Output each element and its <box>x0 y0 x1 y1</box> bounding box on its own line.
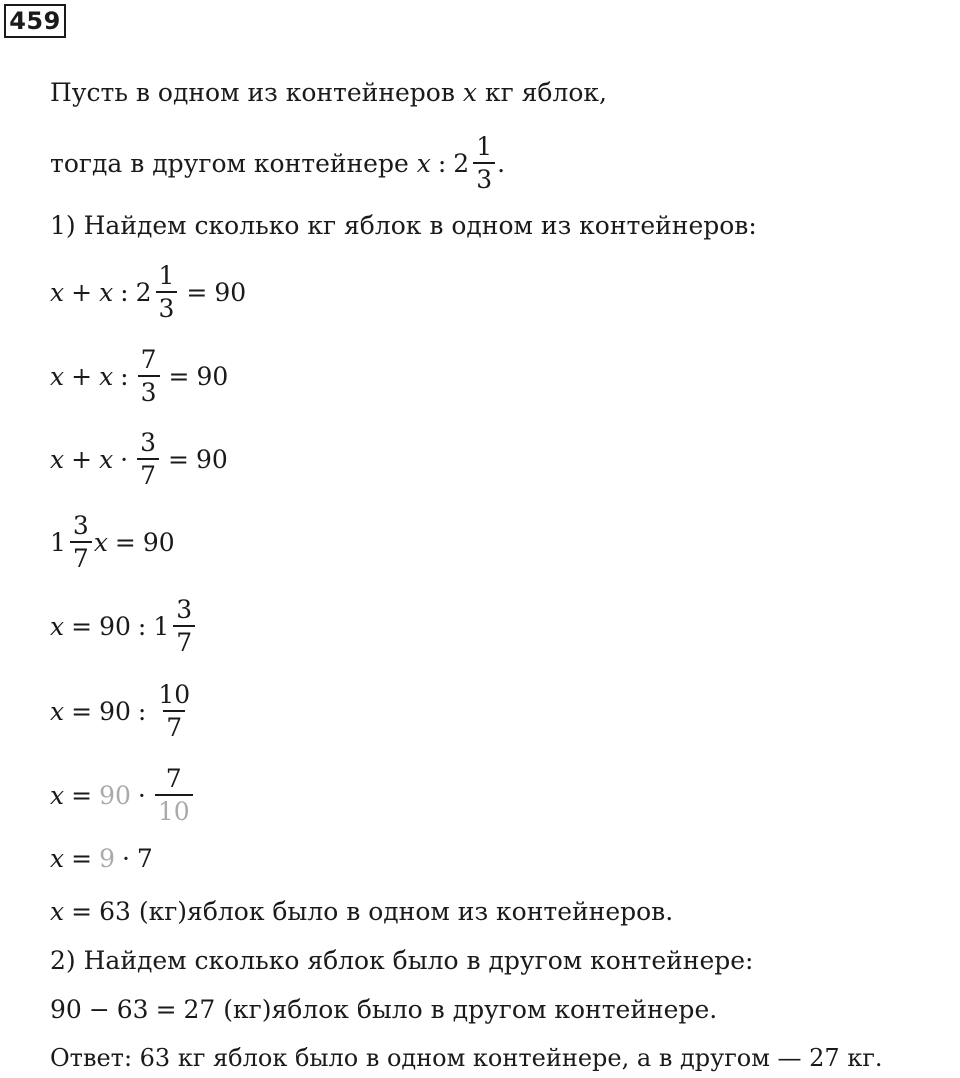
intro-text-c: тогда в другом контейнере <box>50 148 409 178</box>
equation-1: x + x : 2 $\frac{1}{3}$ = 90 <box>50 261 247 323</box>
equation-8: x = 9 · 7 <box>50 843 153 873</box>
fraction: $\frac{3}{7}$ <box>137 430 159 488</box>
intro-line-1 <box>50 72 607 112</box>
fraction: $\frac{1}{3}$ <box>473 134 495 192</box>
period: . <box>497 148 506 178</box>
equation-4: 1 $\frac{3}{7}$ x = 90 <box>50 511 175 573</box>
equation-3: x + x · $\frac{3}{7}$ = 90 <box>50 428 228 490</box>
colon-op: : <box>437 148 447 178</box>
intro-text-b: кг яблок, <box>484 77 607 107</box>
fraction: $\frac{10}{7}$ <box>158 680 191 742</box>
fraction: $\frac{7}{10}$ <box>155 766 193 824</box>
mixed-whole: 2 <box>453 148 470 178</box>
fraction: $\frac{1}{3}$ <box>156 263 178 321</box>
result-line: x = 63 (кг)яблок было в одном из контейнеров. <box>50 896 674 926</box>
fraction: $\frac{7}{3}$ <box>138 347 160 405</box>
variable-x: x <box>462 77 477 107</box>
fraction: $\frac{3}{7}$ <box>173 597 195 655</box>
cancelled-10: 10 <box>155 794 193 824</box>
variable-x: x <box>416 148 431 178</box>
step2-equation: 90 − 63 = 27 (кг)яблок было в другом контейнере. <box>50 994 718 1024</box>
cancelled-9: 9 <box>99 843 115 873</box>
equation-7: x = 90 · $\frac{7}{10}$ <box>50 766 195 824</box>
cancelled-90: 90 <box>99 780 131 810</box>
equation-5: x = 90 : 1 $\frac{3}{7}$ <box>50 598 197 654</box>
answer-line: Ответ: 63 кг яблок было в одном контейнере, а в другом — 27 кг. <box>50 1044 883 1072</box>
equation-2: x + x : $\frac{7}{3}$ = 90 <box>50 345 229 407</box>
step1-heading: 1) Найдем сколько кг яблок в одном из контейнеров: <box>50 210 757 240</box>
equation-6: x = 90 : $\frac{10}{7}$ <box>50 683 195 739</box>
intro-text-a: Пусть в одном из контейнеров <box>50 77 455 107</box>
step2-heading: 2) Найдем сколько яблок было в другом контейнере: <box>50 945 754 975</box>
problem-number: 459 <box>4 4 66 38</box>
intro-line-2 <box>50 132 506 194</box>
fraction: $\frac{3}{7}$ <box>70 513 92 571</box>
